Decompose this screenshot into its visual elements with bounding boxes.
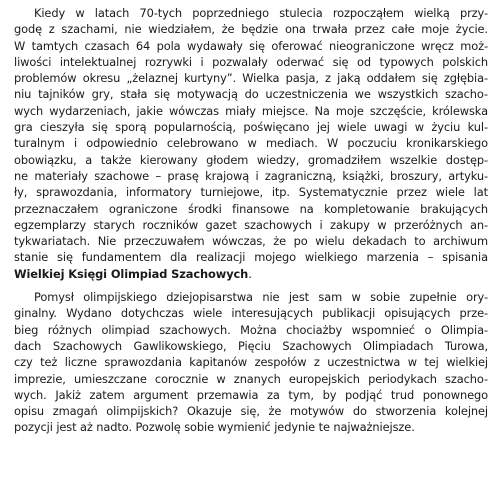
text-line: przeznaczałem ograniczone środki finansowe na kompletowanie brakujących	[14, 201, 488, 216]
text-line: opisu zmagań olimpijskich? Okazuje się, że motywów do stworzenia kolejnej	[14, 404, 488, 419]
text-line: czy też liczne sprawozdania kapitanów zespołów z uczestnictwa w tej wielkiej	[14, 355, 488, 370]
text-line: wych. Jakiż zatem argument przemawia za tym, by podjąć trud ponownego	[14, 387, 488, 402]
text-line: godę z szachami, nie wiedziałem, że będzie ona trwała przez całe moje życie.	[14, 22, 488, 37]
body-text	[14, 5, 488, 436]
text-line: obowiązku, a także kierowany głodem wiedzy, gromadziłem wszelkie dostęp-	[14, 152, 488, 167]
text-line: turalnym i odpowiednio celebrowano w mediach. W poczuciu kronikarskiego	[14, 136, 488, 151]
text-line: stanie się fundamentem dla realizacji mojego wielkiego marzenia – spisania	[14, 250, 488, 265]
text-line: wych wydarzeniach, jakie wówczas miały miejsce. Na moje szczęście, królewska	[14, 103, 488, 118]
book-title: Wielkiej Księgi Olimpiad Szachowych	[14, 266, 249, 281]
text-line: Pomysł olimpijskiego dziejopisarstwa nie jest sam w sobie zupełnie ory-	[34, 290, 488, 305]
text-line: ły, sprawozdania, informatory turniejowe, itp. Systematycznie przez wiele lat	[14, 185, 488, 200]
text-line: gra cieszyła się sporą popularnością, poświęcano jej wiele uwagi w życiu kul-	[14, 120, 488, 135]
text-line: niu tajników gry, stała się motywacją do uczestniczenia we wszystkich szacho-	[14, 87, 488, 102]
paragraph-1	[14, 5, 488, 282]
text-line-final	[14, 266, 488, 282]
text-line: ne materiały szachowe – prasę krajową i zagraniczną, książki, broszury, artyku-	[14, 168, 488, 183]
text-line: egzemplarzy starych roczników gazet szachowych i zakupy w przeróżnych an-	[14, 217, 488, 232]
text-line: dach Szachowych Gawlikowskiego, Pięciu Szachowych Olimpiadach Turowa,	[14, 338, 488, 353]
text-line: imprezie, umieszczane corocznie w znanych europejskich periodykach szacho-	[14, 371, 488, 386]
text-line: W tamtych czasach 64 pola wydawały się oferować nieograniczone wręcz moż-	[14, 38, 488, 53]
paragraph-2	[14, 289, 488, 436]
text-line: problemów okresu „żelaznej kurtyny”. Wielka pasja, z jaką oddałem się zgłębia-	[14, 71, 488, 86]
text-line: bieg różnych olimpiad szachowych. Można chociażby wspomnieć o Olimpia-	[14, 322, 488, 337]
paragraph-spacer	[14, 282, 488, 289]
text-line: ginalny. Wydano dotychczas wiele interesujących publikacji opisujących prze-	[14, 306, 488, 321]
final-punctuation: .	[248, 266, 252, 281]
text-line: liwości intelektualnej rozrywki i pozwalały oderwać się od typowych polskich	[14, 54, 488, 69]
text-line: tykwariatach. Nie przeczuwałem wówczas, że po wielu dekadach to archiwum	[14, 234, 488, 249]
text-line: Kiedy w latach 70-tych poprzedniego stulecia rozpocząłem wielką przy-	[34, 6, 488, 20]
text-line: pozycji jest aż nadto. Pozwolę sobie wymienić jedynie te najważniejsze.	[14, 420, 415, 435]
